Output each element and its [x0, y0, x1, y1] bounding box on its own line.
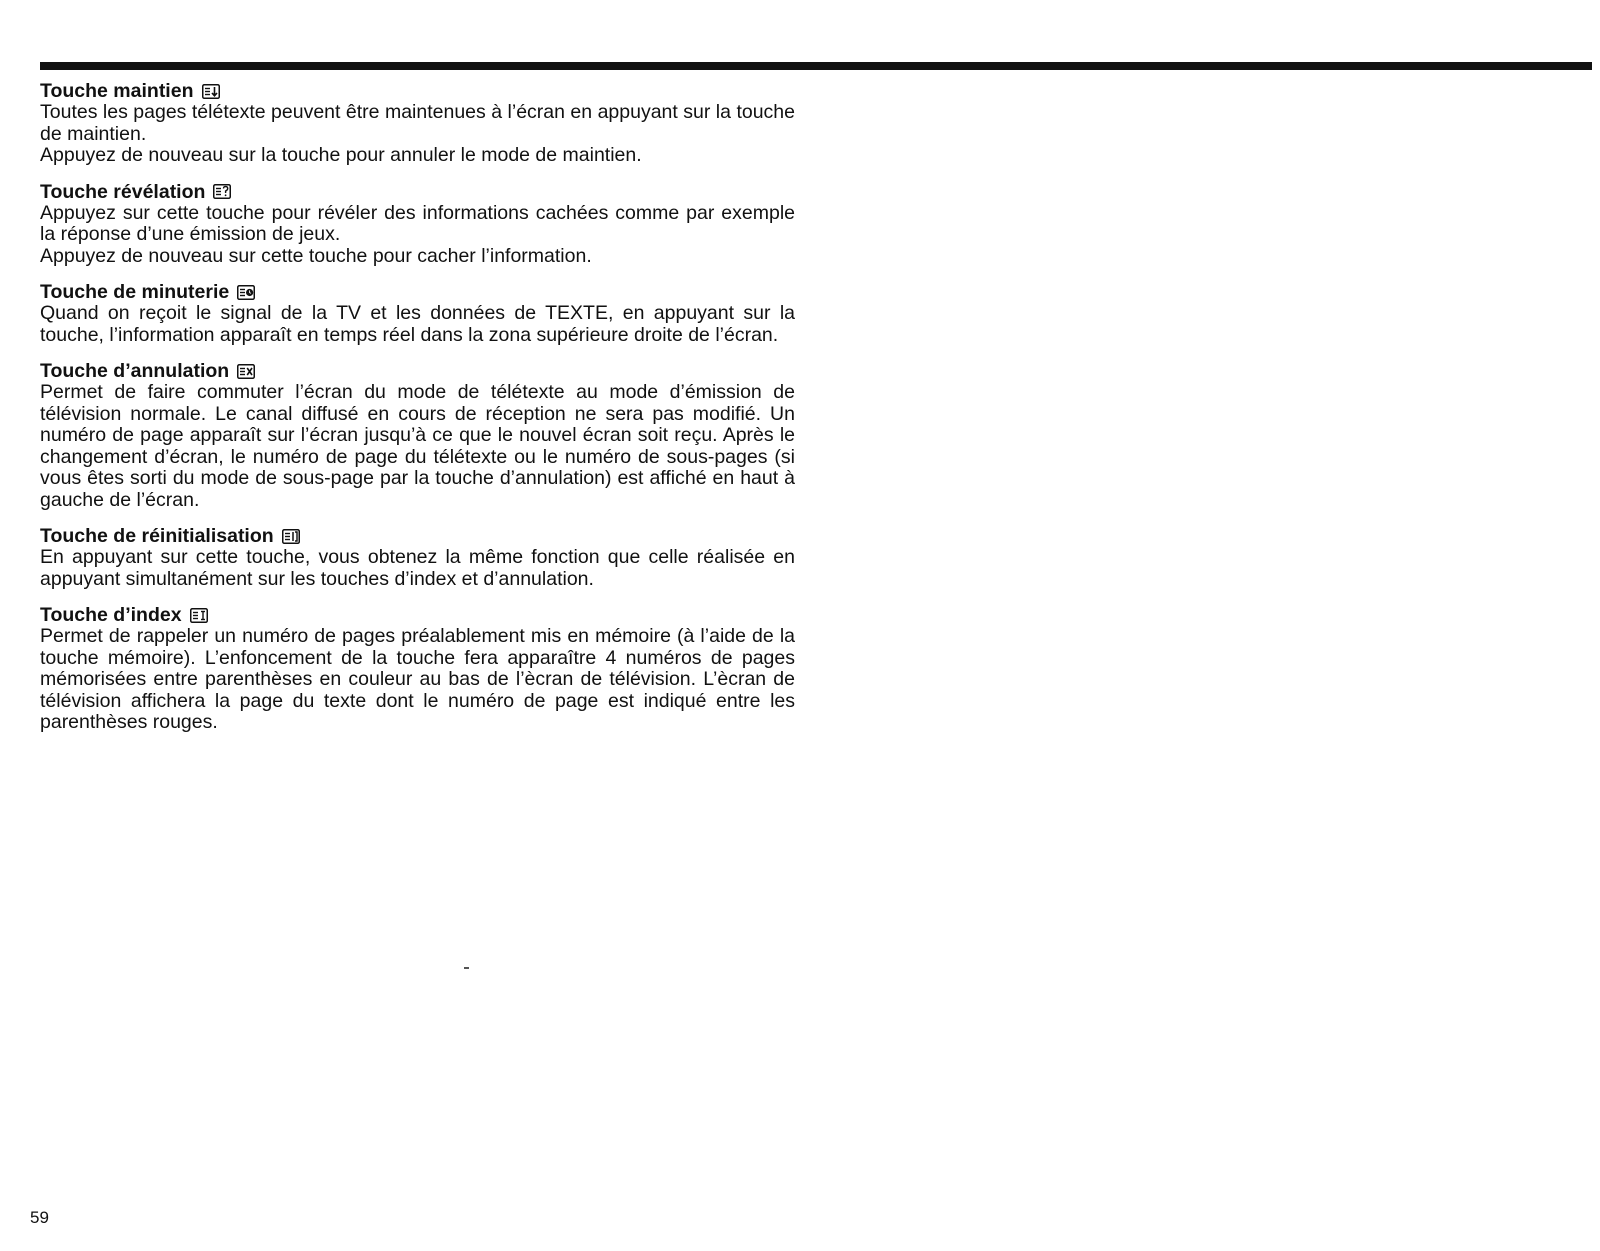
section-hold [40, 80, 795, 167]
section-heading [40, 80, 795, 102]
section-heading [40, 525, 795, 547]
section-title: Touche maintien [40, 80, 194, 102]
section-paragraph: Permet de faire commuter l’écran du mode de télétexte au mode d’émission de télévision normale. Le canal diffusé en cours de réception ne sera pas modifié. Un numéro de page apparaît sur l’écran jusqu’à ce que le nouvel écran soit reçu. Après le changement d’écran, le numéro de page du télétexte ou le numéro de sous-pages (si vous êtes sorti du mode de sous-page par la touche d’annulation) est affiché en haut à gauche de l’écran. [40, 381, 795, 511]
section-title: Touche d’annulation [40, 360, 230, 382]
teletext-reset-icon [282, 529, 300, 544]
section-paragraph: Appuyez de nouveau sur cette touche pour cacher l’information. [40, 244, 592, 267]
page-content [40, 80, 795, 748]
section-timer [40, 281, 795, 346]
section-title: Touche révélation [40, 180, 206, 203]
section-reveal [40, 181, 795, 268]
section-paragraph: En appuyant sur cette touche, vous obtenez la même fonction que celle réalisée en appuyant simultanément sur les touches d’index et d’annulation. [40, 546, 795, 590]
section-index [40, 604, 795, 734]
section-reset [40, 525, 795, 590]
teletext-hold-icon [202, 84, 220, 99]
scan-speck [464, 967, 469, 969]
section-cancel [40, 360, 795, 511]
section-title: Touche de minuterie [40, 281, 230, 303]
section-paragraph: Toutes les pages télétexte peuvent être maintenues à l’écran en appuyant sur la touche de maintien. [40, 101, 795, 145]
teletext-cancel-icon [237, 364, 255, 379]
section-paragraph: Quand on reçoit le signal de la TV et les données de TEXTE, en appuyant sur la touche, l’information apparaît en temps réel dans la zona supérieure droite de l’écran. [40, 302, 795, 346]
teletext-timer-icon [237, 285, 255, 300]
section-paragraph: Permet de rappeler un numéro de pages préalablement mis en mémoire (à l’aide de la touche mémoire). L’enfoncement de la touche fera apparaître 4 numéros de pages mémorisées entre parenthèses en couleur au bas de l’ècran de télévision. L’ècran de télévision affichera la page du texte dont le numéro de page est indiqué entre les parenthèses rouges. [40, 625, 795, 733]
page-number: 59 [30, 1208, 49, 1227]
section-heading [40, 181, 795, 203]
section-title: Touche de réinitialisation [40, 525, 274, 547]
section-paragraph: Appuyez sur cette touche pour révéler des informations cachées comme par exemple la réponse d’une émission de jeux. [40, 201, 795, 245]
teletext-reveal-icon [213, 184, 231, 199]
section-heading [40, 360, 795, 382]
section-heading [40, 604, 795, 626]
section-paragraph: Appuyez de nouveau sur la touche pour annuler le mode de maintien. [40, 144, 642, 166]
top-rule [40, 62, 1592, 70]
section-heading [40, 281, 795, 303]
section-title: Touche d’index [40, 604, 182, 626]
teletext-index-icon [190, 608, 208, 623]
